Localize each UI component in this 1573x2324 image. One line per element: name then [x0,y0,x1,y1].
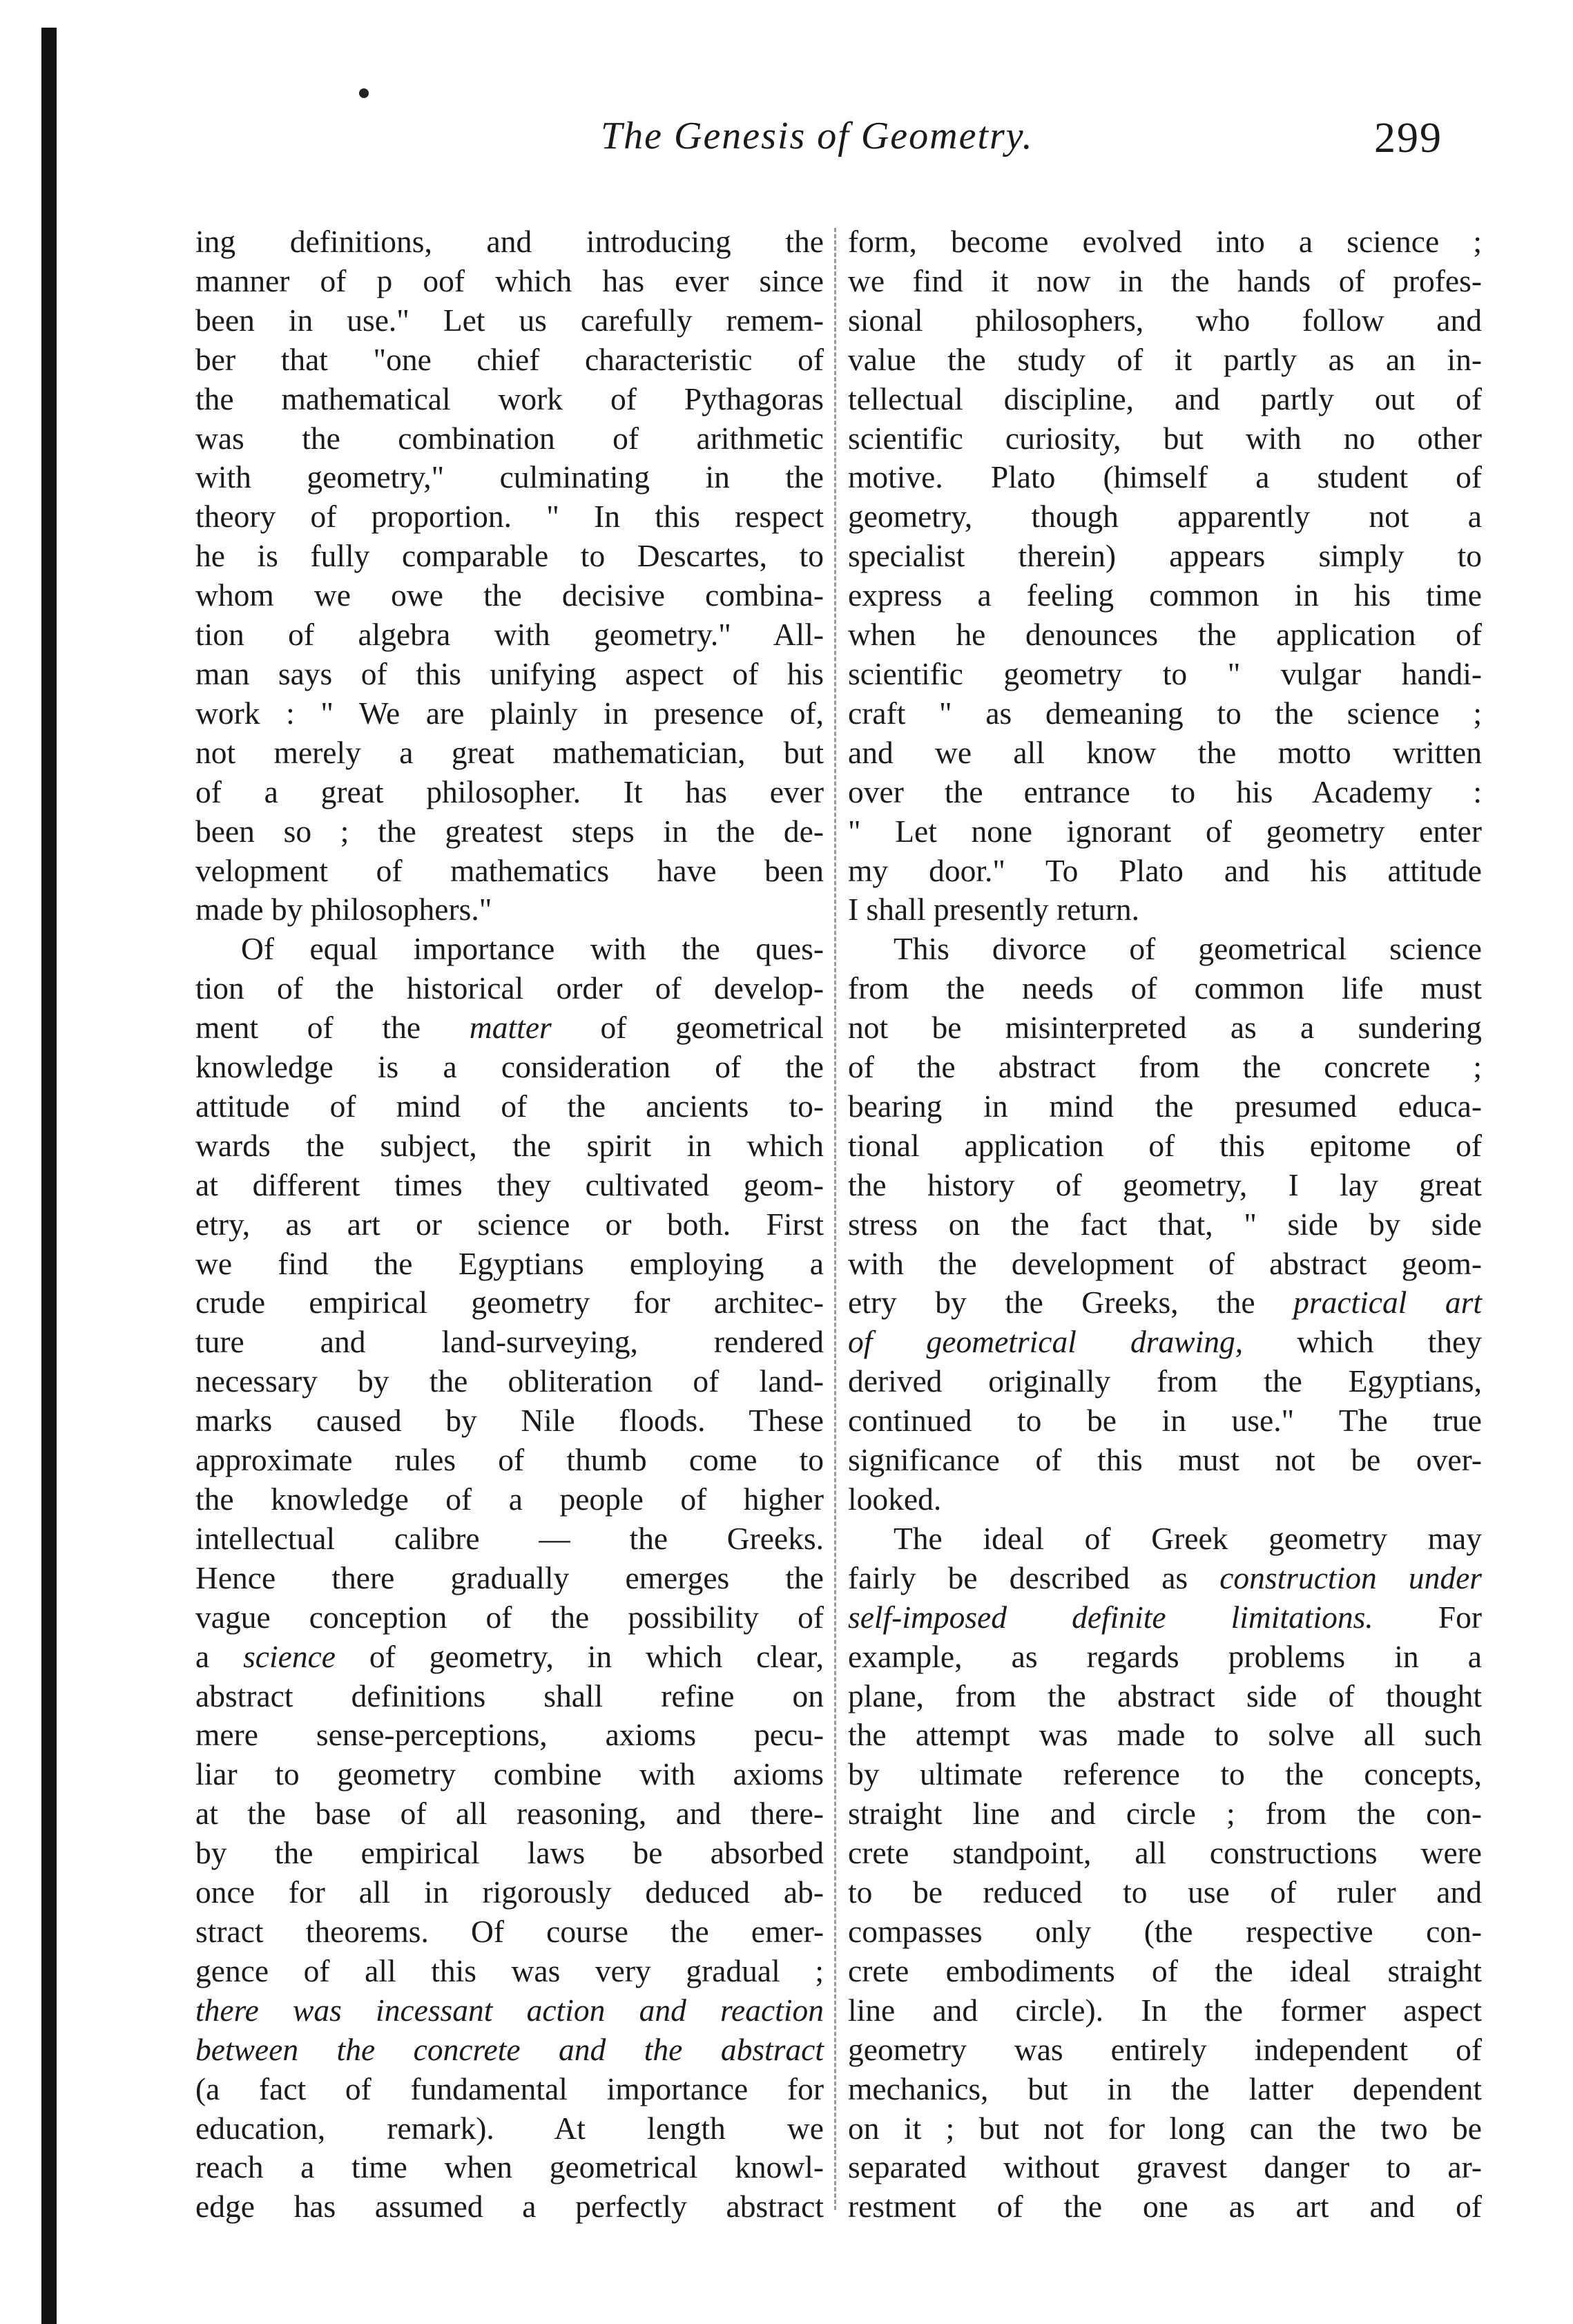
text-segment: geometry, though apparently not a [848,499,1482,535]
text-segment: For [1373,1599,1482,1635]
text-segment: value the study of it partly as an in- [848,341,1482,377]
text-segment: stract theorems. Of course the emer- [195,1913,824,1949]
text-line [848,969,1482,1008]
text-line [195,1048,824,1087]
text-line [195,1362,824,1401]
text-line [848,2070,1482,2109]
text-segment: necessary by the obliteration of land- [195,1363,824,1399]
text-segment: crete standpoint, all constructions were [848,1835,1482,1871]
text-segment: crude empirical geometry for architec- [195,1285,824,1321]
text-line [195,1598,824,1638]
text-segment: tional application of this epitome of [848,1127,1482,1163]
text-line [195,1245,824,1284]
text-segment: knowledge is a consideration of the [195,1049,824,1085]
text-segment: at different times they cultivated geom- [195,1166,824,1202]
text-line [848,1048,1482,1087]
text-line [195,419,824,459]
text-segment: from the needs of common life must [848,970,1482,1006]
text-line [848,458,1482,497]
text-segment: significance of this must not be over- [848,1442,1482,1478]
text-segment: geometry was entirely independent of [848,2031,1482,2067]
text-column-left [195,222,824,2225]
text-line [195,1952,824,1991]
italic-text: between the concrete and the abstract [195,2031,824,2067]
text-line [848,1598,1482,1638]
text-segment: plane, from the abstract side of thought [848,1678,1482,1713]
text-line [848,1283,1482,1323]
text-line [195,773,824,812]
text-line [195,537,824,576]
text-segment: not be misinterpreted as a sundering [848,1010,1482,1046]
italic-text: science [243,1638,336,1674]
text-segment: express a feeling common in his time [848,577,1482,613]
text-line [195,458,824,497]
text-segment: continued to be in use." The true [848,1403,1482,1439]
text-line [195,1677,824,1716]
text-line [848,1834,1482,1873]
text-segment: The ideal of Greek geometry may [894,1520,1482,1556]
text-line [848,1480,1482,1519]
text-line [848,1441,1482,1480]
text-segment: which they [1243,1324,1482,1360]
text-line [195,1480,824,1519]
text-segment: and we all know the motto written [848,734,1482,770]
text-segment: ture and land-surveying, rendered [195,1324,824,1360]
text-line [848,537,1482,576]
text-line [195,2109,824,2149]
text-line [195,2070,824,2109]
text-line [848,1794,1482,1834]
text-line [195,497,824,537]
text-line [195,615,824,655]
text-line [848,497,1482,537]
text-line [195,1166,824,1205]
text-line [848,340,1482,380]
text-segment: been so ; the greatest steps in the de- [195,813,824,849]
column-divider [834,228,836,2210]
text-line [195,380,824,419]
text-segment: example, as regards problems in a [848,1638,1482,1674]
text-segment: tellectual discipline, and partly out of [848,381,1482,416]
text-segment: work : " We are plainly in presence of, [195,695,824,731]
text-segment: I shall presently return. [848,892,1140,928]
text-line [848,419,1482,459]
text-line [848,812,1482,852]
text-segment: approximate rules of thumb come to [195,1442,824,1478]
text-segment: been in use." Let us carefully remem- [195,302,824,338]
text-segment: ing definitions, and introducing the [195,224,824,259]
page-title: The Genesis of Geometry. [601,115,1034,157]
text-segment: mere sense-perceptions, axioms pecu- [195,1717,824,1753]
text-segment: over the entrance to his Academy : [848,774,1482,809]
text-segment: with the development of abstract geom- [848,1245,1482,1281]
text-segment: tion of the historical order of develop- [195,970,824,1006]
text-segment: made by philosophers." [195,892,492,928]
text-segment: derived originally from the Egyptians, [848,1363,1482,1399]
text-line [848,930,1482,969]
text-line [848,1087,1482,1126]
italic-text: matter [469,1010,552,1046]
text-line [848,1755,1482,1794]
text-segment: restment of the one as art and of [848,2189,1482,2225]
text-segment: intellectual calibre — the Greeks. [195,1520,824,1556]
text-line [195,1638,824,1677]
text-line [195,930,824,969]
text-segment: once for all in rigorously deduced ab- [195,1874,824,1910]
ink-speck [359,88,369,98]
italic-text: construction under [1219,1559,1482,1595]
text-line [848,1166,1482,1205]
text-segment: line and circle). In the former aspect [848,1992,1482,2028]
text-line [848,890,1482,930]
text-segment: liar to geometry combine with axioms [195,1756,824,1792]
text-line [195,694,824,733]
text-line [195,301,824,340]
text-segment: we find the Egyptians employing a [195,1245,824,1281]
running-head [0,114,1573,176]
text-line [195,576,824,615]
text-line [848,1638,1482,1677]
text-line [848,1401,1482,1441]
text-line [195,1755,824,1794]
text-line [195,1323,824,1362]
text-segment: " Let none ignorant of geometry enter [848,813,1482,849]
text-segment: stress on the fact that, " side by side [848,1206,1482,1242]
text-line [848,1323,1482,1362]
text-line [848,301,1482,340]
text-line [195,1912,824,1952]
text-line [848,222,1482,262]
page-number: 299 [1374,115,1442,162]
text-line [848,1912,1482,1952]
text-line [848,262,1482,301]
text-line [195,1283,824,1323]
text-line [848,655,1482,694]
text-segment: we find it now in the hands of profes- [848,262,1482,298]
text-line [195,1794,824,1834]
text-line [848,576,1482,615]
text-line [195,969,824,1008]
text-segment: of the abstract from the concrete ; [848,1049,1482,1085]
text-segment: specialist therein) appears simply to [848,538,1482,574]
text-line [848,1716,1482,1755]
text-line [195,1008,824,1048]
text-segment: was the combination of arithmetic [195,420,824,456]
text-segment: ber that "one chief characteristic of [195,341,824,377]
text-line [848,1952,1482,1991]
italic-text: practical art [1293,1285,1482,1321]
text-line [848,773,1482,812]
text-line [195,1991,824,2030]
text-line [848,1008,1482,1048]
text-segment: a [195,1638,244,1674]
text-segment: ment of the [195,1010,470,1046]
text-segment: with geometry," culminating in the [195,459,824,495]
text-line [195,1559,824,1598]
text-line [848,380,1482,419]
text-line [848,2148,1482,2187]
text-segment: scientific geometry to " vulgar handi- [848,655,1482,691]
text-segment: not merely a great mathematician, but [195,734,824,770]
text-segment: to be reduced to use of ruler and [848,1874,1482,1910]
text-segment: reach a time when geometrical knowl- [195,2149,824,2185]
text-segment: the mathematical work of Pythagoras [195,381,824,416]
text-segment: form, become evolved into a science ; [848,224,1482,259]
italic-text: self-imposed definite limitations. [848,1599,1373,1635]
text-line [195,2187,824,2227]
text-segment: manner of p oof which has ever since [195,262,824,298]
text-line [848,852,1482,891]
text-segment: by ultimate reference to the concepts, [848,1756,1482,1792]
text-segment: This divorce of geometrical science [894,931,1482,967]
text-line [848,1126,1482,1166]
text-line [848,615,1482,655]
italic-text: of geometrical drawing, [848,1324,1244,1360]
text-segment: vague conception of the possibility of [195,1599,824,1635]
text-segment: etry by the Greeks, the [848,1285,1294,1321]
text-segment: when he denounces the application of [848,617,1482,653]
text-line [195,1519,824,1559]
text-line [195,1126,824,1166]
text-line [195,2030,824,2070]
italic-text: there was incessant action and reaction [195,1992,824,2028]
text-segment: my door." To Plato and his attitude [848,852,1482,888]
text-segment: by the empirical laws be absorbed [195,1835,824,1871]
text-segment: wards the subject, the spirit in which [195,1127,824,1163]
text-line [195,2148,824,2187]
text-segment: scientific curiosity, but with no other [848,420,1482,456]
text-line [195,655,824,694]
text-line [848,2109,1482,2149]
text-segment: education, remark). At length we [195,2110,824,2146]
text-segment: tion of algebra with geometry." All- [195,617,824,653]
text-segment: craft " as demeaning to the science ; [848,695,1482,731]
text-segment: marks caused by Nile floods. These [195,1403,824,1439]
text-segment: compasses only (the respective con- [848,1913,1482,1949]
text-line [195,1834,824,1873]
text-line [195,1873,824,1912]
text-segment: bearing in mind the presumed educa- [848,1088,1482,1124]
text-segment: sional philosophers, who follow and [848,302,1482,338]
text-segment: fairly be described as [848,1559,1220,1595]
text-segment: the history of geometry, I lay great [848,1166,1482,1202]
text-segment: separated without gravest danger to ar- [848,2149,1482,2185]
text-line [195,1401,824,1441]
text-segment: crete embodiments of the ideal straight [848,1952,1482,1988]
text-segment: he is fully comparable to Descartes, to [195,538,824,574]
text-line [848,733,1482,773]
text-line [848,694,1482,733]
text-segment: Hence there gradually emerges the [195,1559,824,1595]
text-line [848,1245,1482,1284]
text-segment: etry, as art or science or both. First [195,1206,824,1242]
text-line [848,1519,1482,1559]
scan-binding-edge [41,28,57,2324]
text-line [848,2187,1482,2227]
text-segment: man says of this unifying aspect of his [195,655,824,691]
text-line [848,1677,1482,1716]
text-line [195,812,824,852]
text-segment: of a great philosopher. It has ever [195,774,824,809]
text-segment: gence of all this was very gradual ; [195,1952,824,1988]
text-segment: of geometry, in which clear, [335,1638,824,1674]
text-segment: on it ; but not for long can the two be [848,2110,1482,2146]
text-line [195,262,824,301]
text-line [848,1873,1482,1912]
text-line [848,1205,1482,1245]
text-line [195,340,824,380]
text-line [195,852,824,891]
text-segment: abstract definitions shall refine on [195,1678,824,1713]
text-line [195,1441,824,1480]
text-column-right [848,222,1482,2225]
text-line [848,1559,1482,1598]
text-line [195,1716,824,1755]
text-segment: Of equal importance with the ques- [241,931,824,967]
text-segment: the attempt was made to solve all such [848,1717,1482,1753]
text-segment: motive. Plato (himself a student of [848,459,1482,495]
text-segment: straight line and circle ; from the con- [848,1796,1482,1832]
text-segment: whom we owe the decisive combina- [195,577,824,613]
text-line [195,1087,824,1126]
text-line [195,1205,824,1245]
text-line [195,890,824,930]
text-segment: velopment of mathematics have been [195,852,824,888]
text-segment: edge has assumed a perfectly abstract [195,2189,824,2225]
text-line [195,222,824,262]
text-segment: the knowledge of a people of higher [195,1481,824,1517]
text-line [848,2030,1482,2070]
text-segment: mechanics, but in the latter dependent [848,2071,1482,2106]
text-segment: (a fact of fundamental importance for [195,2071,824,2106]
text-segment: looked. [848,1481,942,1517]
text-segment: of geometrical [551,1010,824,1046]
text-line [195,733,824,773]
text-segment: attitude of mind of the ancients to- [195,1088,824,1124]
text-line [848,1362,1482,1401]
text-segment: theory of proportion. " In this respect [195,499,824,535]
text-segment: at the base of all reasoning, and there- [195,1796,824,1832]
text-line [848,1991,1482,2030]
